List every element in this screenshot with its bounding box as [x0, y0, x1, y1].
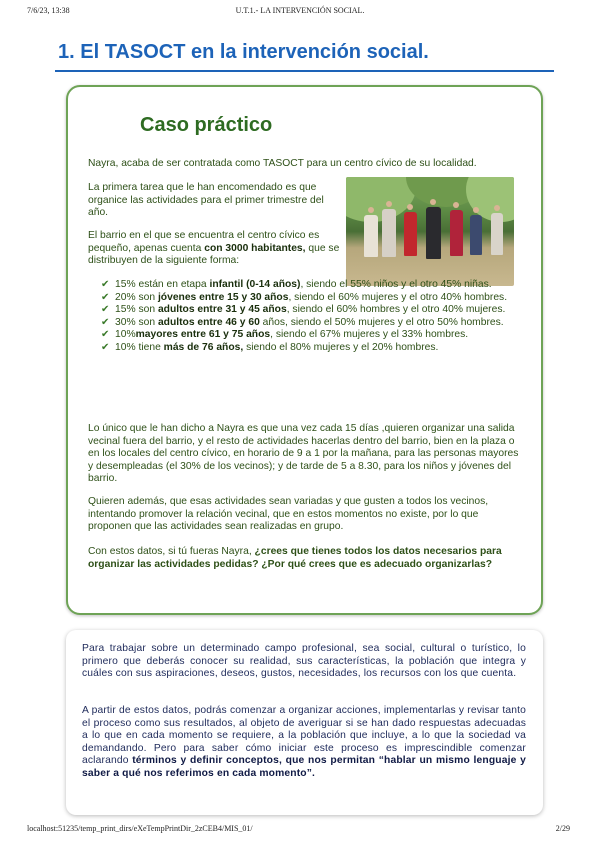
page-number: 2/29: [555, 824, 570, 833]
explanation-bold: términos y definir conceptos, que nos permitan “hablar un mismo lenguaje y saber a qué nos referimos en cada momento”.: [82, 755, 526, 779]
case-wishes: Quieren además, que esas actividades sean variadas y que gusten a todos los vecinos, intentando promover la relación vecinal, que en estos momentos no existe, por lo que proponen que las actividades sean realizadas en grupo.: [88, 496, 489, 533]
explanation-lead: A partir de estos datos, podrás comenzar a organizar acciones, implementarlas y revisar tanto el proceso como sus resultados, al objeto de averiguar si se han dado respuestas adecuadas a lo que en cada momento se requiere, a la población que incluye, a lo que la sociedad va demandando. Pero para saber cómo iniciar este proceso es imprescindible comenzar aclarando: [82, 705, 526, 767]
item-text: , siendo el 60% hombres y el otro 40% mujeres.: [286, 304, 506, 316]
item-bold: jóvenes entre 15 y 30 años: [157, 291, 289, 303]
item-bold: adultos entre 46 y 60: [157, 316, 260, 328]
item-text: 15% están en etapa: [115, 279, 210, 290]
case-schedule: Lo único que le han dicho a Nayra es que una vez cada 15 días ,quieren organizar una salida vecinal fuera del barrio, y el resto de actividades hacerlas dentro del barrio, bien en la plaza o en los locales del centro cívico, en horario de 9 a 1 por la mañana, para las personas mayores y desempleadas (el 30% de los vecinos); y de tarde de 5 a 8.30, para los niños y jóvenes del barrio.: [88, 423, 519, 485]
population-lead: El barrio en el que se encuentra el centro cívico es pequeño, apenas cuenta: [88, 230, 320, 254]
population-bold: con 3000 habitantes,: [204, 242, 306, 254]
checkmark-icon: ✔: [101, 304, 110, 316]
checkmark-icon: ✔: [101, 329, 110, 341]
elderly-exercise-photo: [346, 177, 514, 286]
checkmark-icon: ✔: [101, 291, 110, 303]
item-bold: adultos entre 31 y 45 años: [157, 304, 287, 316]
item-text: años, siendo el 50% mujeres y el otro 50% hombres.: [259, 316, 504, 328]
case-task: La primera tarea que le han encomendado es que organice las actividades para el primer trimestre del año.: [88, 182, 324, 219]
age-distribution-list: [100, 279, 510, 355]
case-question: [88, 546, 523, 571]
item-text: siendo el 80% mujeres y el 20% hombres.: [243, 341, 439, 353]
item-text: 15% son: [115, 304, 158, 316]
item-text: 10%: [115, 329, 136, 341]
item-bold: infantil (0-14 años): [209, 279, 301, 290]
print-doc-title: U.T.1.- LA INTERVENCIÓN SOCIAL.: [235, 6, 365, 15]
page-title: 1. El TASOCT en la intervención social.: [58, 41, 429, 63]
question-lead: Con estos datos, si tú fueras Nayra,: [88, 546, 255, 557]
case-intro: Nayra, acaba de ser contratada como TASOCT para un centro cívico de su localidad.: [88, 158, 477, 169]
list-item: [100, 317, 510, 330]
question-bold: ¿crees que tienes todos los datos necesarios para organizar las actividades pedidas? ¿Por qué crees que es adecuado organizarlas?: [88, 546, 502, 570]
item-text: , siendo el 55% niños y el otro 45% niñas.: [300, 279, 492, 290]
item-text: , siendo el 67% mujeres y el 33% hombres.: [270, 329, 469, 341]
list-item: [100, 304, 510, 317]
item-text: , siendo el 60% mujeres y el otro 40% hombres.: [288, 291, 508, 303]
list-item: [100, 279, 510, 292]
item-bold: mayores entre 61 y 75 años: [135, 329, 271, 341]
footer-url: localhost:51235/temp_print_dirs/eXeTempPrintDir_2zCEB4/MIS_01/: [27, 824, 253, 833]
list-item: [100, 292, 510, 305]
population-tail: que se distribuyen de la siguiente forma:: [88, 242, 340, 267]
item-bold: más de 76 años,: [163, 341, 244, 353]
case-study-title: Caso práctico: [140, 114, 273, 136]
list-item: [100, 342, 510, 355]
case-population: [88, 230, 358, 268]
explanation-paragraph-2: [82, 705, 526, 781]
list-item: [100, 329, 510, 342]
checkmark-icon: ✔: [101, 316, 110, 328]
explanation-paragraph-1: Para trabajar sobre un determinado campo profesional, sea social, cultural o turístico, lo primero que deberás conocer su realidad, sus características, la población que integra y cuáles con sus aspiraciones, deseos, gustos, necesidades, los recursos con los que cuenta.: [82, 643, 526, 680]
checkmark-icon: ✔: [101, 279, 110, 290]
checkmark-icon: ✔: [101, 341, 110, 353]
print-datetime: 7/6/23, 13:38: [27, 6, 70, 15]
title-underline: [55, 70, 554, 72]
item-text: 10% tiene: [115, 341, 164, 353]
item-text: 20% son: [115, 291, 158, 303]
item-text: 30% son: [115, 316, 158, 328]
